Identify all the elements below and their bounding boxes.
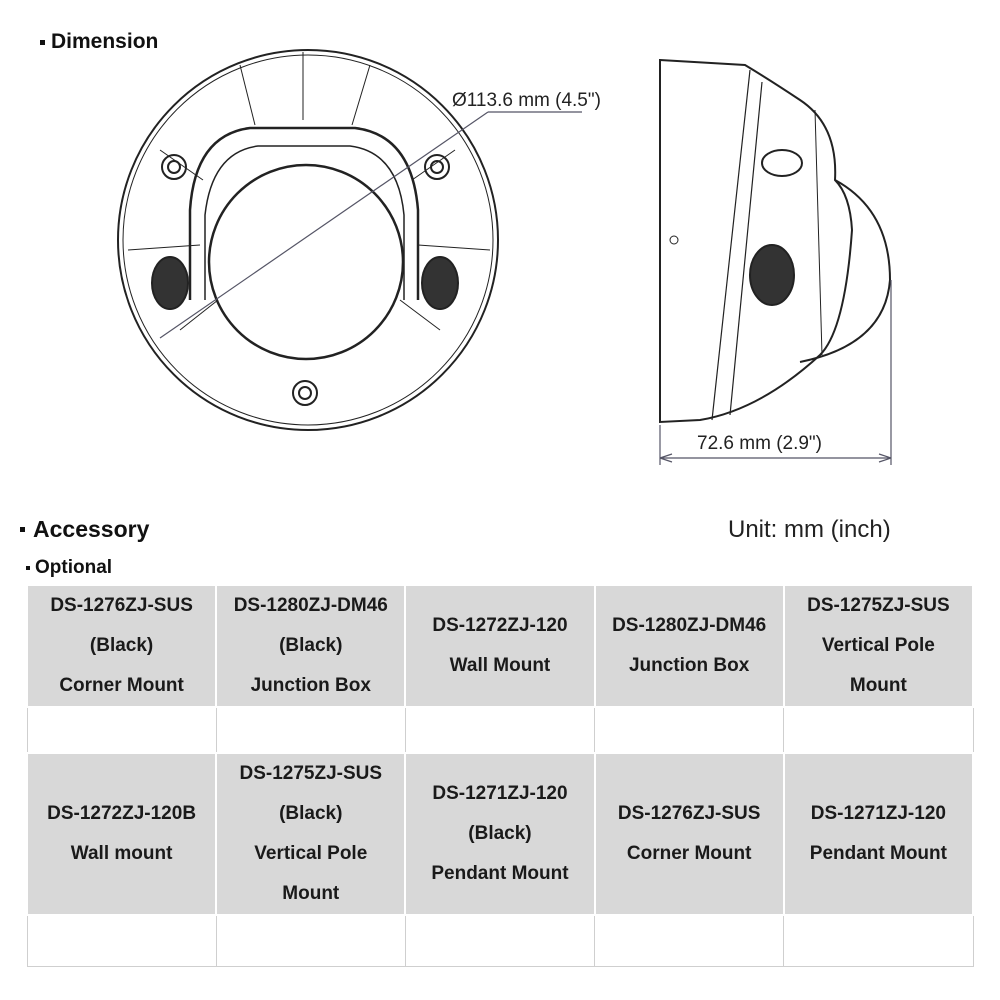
- camera-side-view: [660, 60, 890, 422]
- cell-line: Corner Mount: [59, 675, 184, 696]
- image-cell: [405, 915, 594, 967]
- optional-title: Optional: [35, 557, 113, 578]
- table-cell: [784, 585, 973, 707]
- accessory-title: Accessory: [33, 516, 150, 542]
- image-cell: [595, 707, 784, 753]
- cell-line: (Black): [279, 803, 343, 824]
- table-cell: [27, 753, 216, 915]
- cell-line: Pendant Mount: [431, 863, 569, 884]
- diameter-label: Ø113.6 mm (4.5"): [452, 90, 601, 111]
- cell-line: Wall mount: [70, 843, 173, 864]
- cell-line: (Black): [468, 823, 532, 844]
- cell-line: DS-1280ZJ-DM46: [233, 595, 388, 616]
- cell-line: Mount: [849, 675, 907, 696]
- table-cell: [784, 753, 973, 915]
- cell-line: (Black): [89, 635, 154, 656]
- outer-ring: [118, 50, 498, 430]
- table-row: [27, 915, 973, 967]
- optional-heading: [26, 557, 112, 579]
- image-cell: [216, 707, 405, 753]
- table-cell: [27, 585, 216, 707]
- unit-label: Unit: mm (inch): [728, 516, 891, 543]
- bullet-icon: [20, 527, 25, 532]
- accessory-heading: [20, 516, 149, 543]
- bullet-icon: [26, 566, 30, 570]
- inner-ring: [123, 55, 493, 425]
- cell-line: DS-1271ZJ-120: [810, 803, 946, 824]
- table-cell: [595, 753, 784, 915]
- image-cell: [405, 707, 594, 753]
- table-cell: [595, 585, 784, 707]
- dimension-title: Dimension: [51, 30, 159, 53]
- image-cell: [27, 915, 216, 967]
- lens-dome: [209, 165, 403, 359]
- table-cell: [405, 753, 594, 915]
- cell-line: Vertical Pole: [254, 843, 368, 864]
- accessory-table: [26, 584, 974, 967]
- image-cell: [784, 707, 973, 753]
- image-cell: [216, 915, 405, 967]
- cell-line: Junction Box: [628, 655, 750, 676]
- screw-icon: [293, 381, 317, 405]
- cell-line: DS-1276ZJ-SUS: [50, 595, 193, 616]
- cell-line: Junction Box: [250, 675, 371, 696]
- image-cell: [595, 915, 784, 967]
- cell-line: Mount: [282, 883, 340, 904]
- ir-window-left: [152, 257, 188, 309]
- camera-top-view: [118, 50, 498, 430]
- image-cell: [784, 915, 973, 967]
- cell-line: DS-1272ZJ-120: [432, 615, 568, 636]
- cell-line: (Black): [279, 635, 343, 656]
- screw-icon: [162, 155, 186, 179]
- table-row: [27, 707, 973, 753]
- lens-hood: [190, 128, 418, 300]
- table-cell: [216, 585, 405, 707]
- diameter-dimension-line: [160, 112, 582, 338]
- cell-line: DS-1271ZJ-120: [432, 783, 568, 804]
- ir-window-right: [422, 257, 458, 309]
- table-cell: [216, 753, 405, 915]
- cell-line: DS-1275ZJ-SUS: [807, 595, 950, 616]
- image-cell: [27, 707, 216, 753]
- table-cell: [405, 585, 594, 707]
- cell-line: DS-1280ZJ-DM46: [612, 615, 767, 636]
- cell-line: DS-1275ZJ-SUS: [239, 763, 383, 784]
- table-row: [27, 753, 973, 915]
- cell-line: Pendant Mount: [809, 843, 947, 864]
- screw-icon: [425, 155, 449, 179]
- table-row: [27, 585, 973, 707]
- cell-line: DS-1272ZJ-120B: [47, 803, 197, 824]
- cell-line: DS-1276ZJ-SUS: [617, 803, 761, 824]
- height-label: 72.6 mm (2.9"): [697, 433, 823, 454]
- cell-line: Corner Mount: [626, 843, 752, 864]
- cell-line: Wall Mount: [449, 655, 551, 676]
- cell-line: Vertical Pole: [821, 635, 935, 656]
